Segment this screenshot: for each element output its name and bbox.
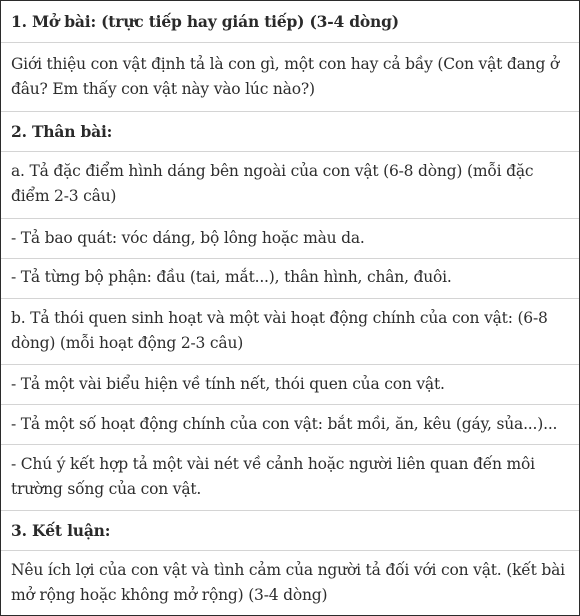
- row-divider: [1, 510, 579, 511]
- row-divider: [1, 258, 579, 259]
- body-item-habits: - Tả một vài biểu hiện về tính nết, thói quen của con vật.: [11, 375, 445, 393]
- row-divider: [1, 151, 579, 152]
- row-divider: [1, 444, 579, 445]
- row-divider: [1, 111, 579, 112]
- row-divider: [1, 42, 579, 43]
- body-item-activities: - Tả một số hoạt động chính của con vật: bắt mồi, ăn, kêu (gáy, sủa...)...: [11, 415, 558, 433]
- body-part-b: b. Tả thói quen sinh hoạt và một vài hoạt động chính của con vật: (6-8 dòng) (mỗi hoạt động 2-3 câu): [11, 309, 548, 352]
- row-divider: [1, 298, 579, 299]
- row-divider: [1, 550, 579, 551]
- body-part-a: a. Tả đặc điểm hình dáng bên ngoài của con vật (6-8 dòng) (mỗi đặc điểm 2-3 câu): [11, 162, 534, 205]
- body-item-parts: - Tả từng bộ phận: đầu (tai, mắt...), thân hình, chân, đuôi.: [11, 268, 452, 286]
- body-item-environment: - Chú ý kết hợp tả một vài nét về cảnh hoặc người liên quan đến môi trường sống của con vật.: [11, 455, 535, 498]
- section-heading-intro: 1. Mở bài: (trực tiếp hay gián tiếp) (3-4 dòng): [11, 12, 399, 31]
- section-heading-conclusion: 3. Kết luận:: [11, 521, 111, 540]
- row-divider: [1, 364, 579, 365]
- row-divider: [1, 404, 579, 405]
- intro-paragraph: Giới thiệu con vật định tả là con gì, một con hay cả bầy (Con vật đang ở đâu? Em thấy con vật này vào lúc nào?): [11, 55, 560, 98]
- conclusion-paragraph: Nêu ích lợi của con vật và tình cảm của người tả đối với con vật. (kết bài mở rộng hoặc không mở rộng) (3-4 dòng): [11, 561, 565, 604]
- body-item-overview: - Tả bao quát: vóc dáng, bộ lông hoặc màu da.: [11, 229, 365, 247]
- row-divider: [1, 218, 579, 219]
- section-heading-body: 2. Thân bài:: [11, 122, 113, 141]
